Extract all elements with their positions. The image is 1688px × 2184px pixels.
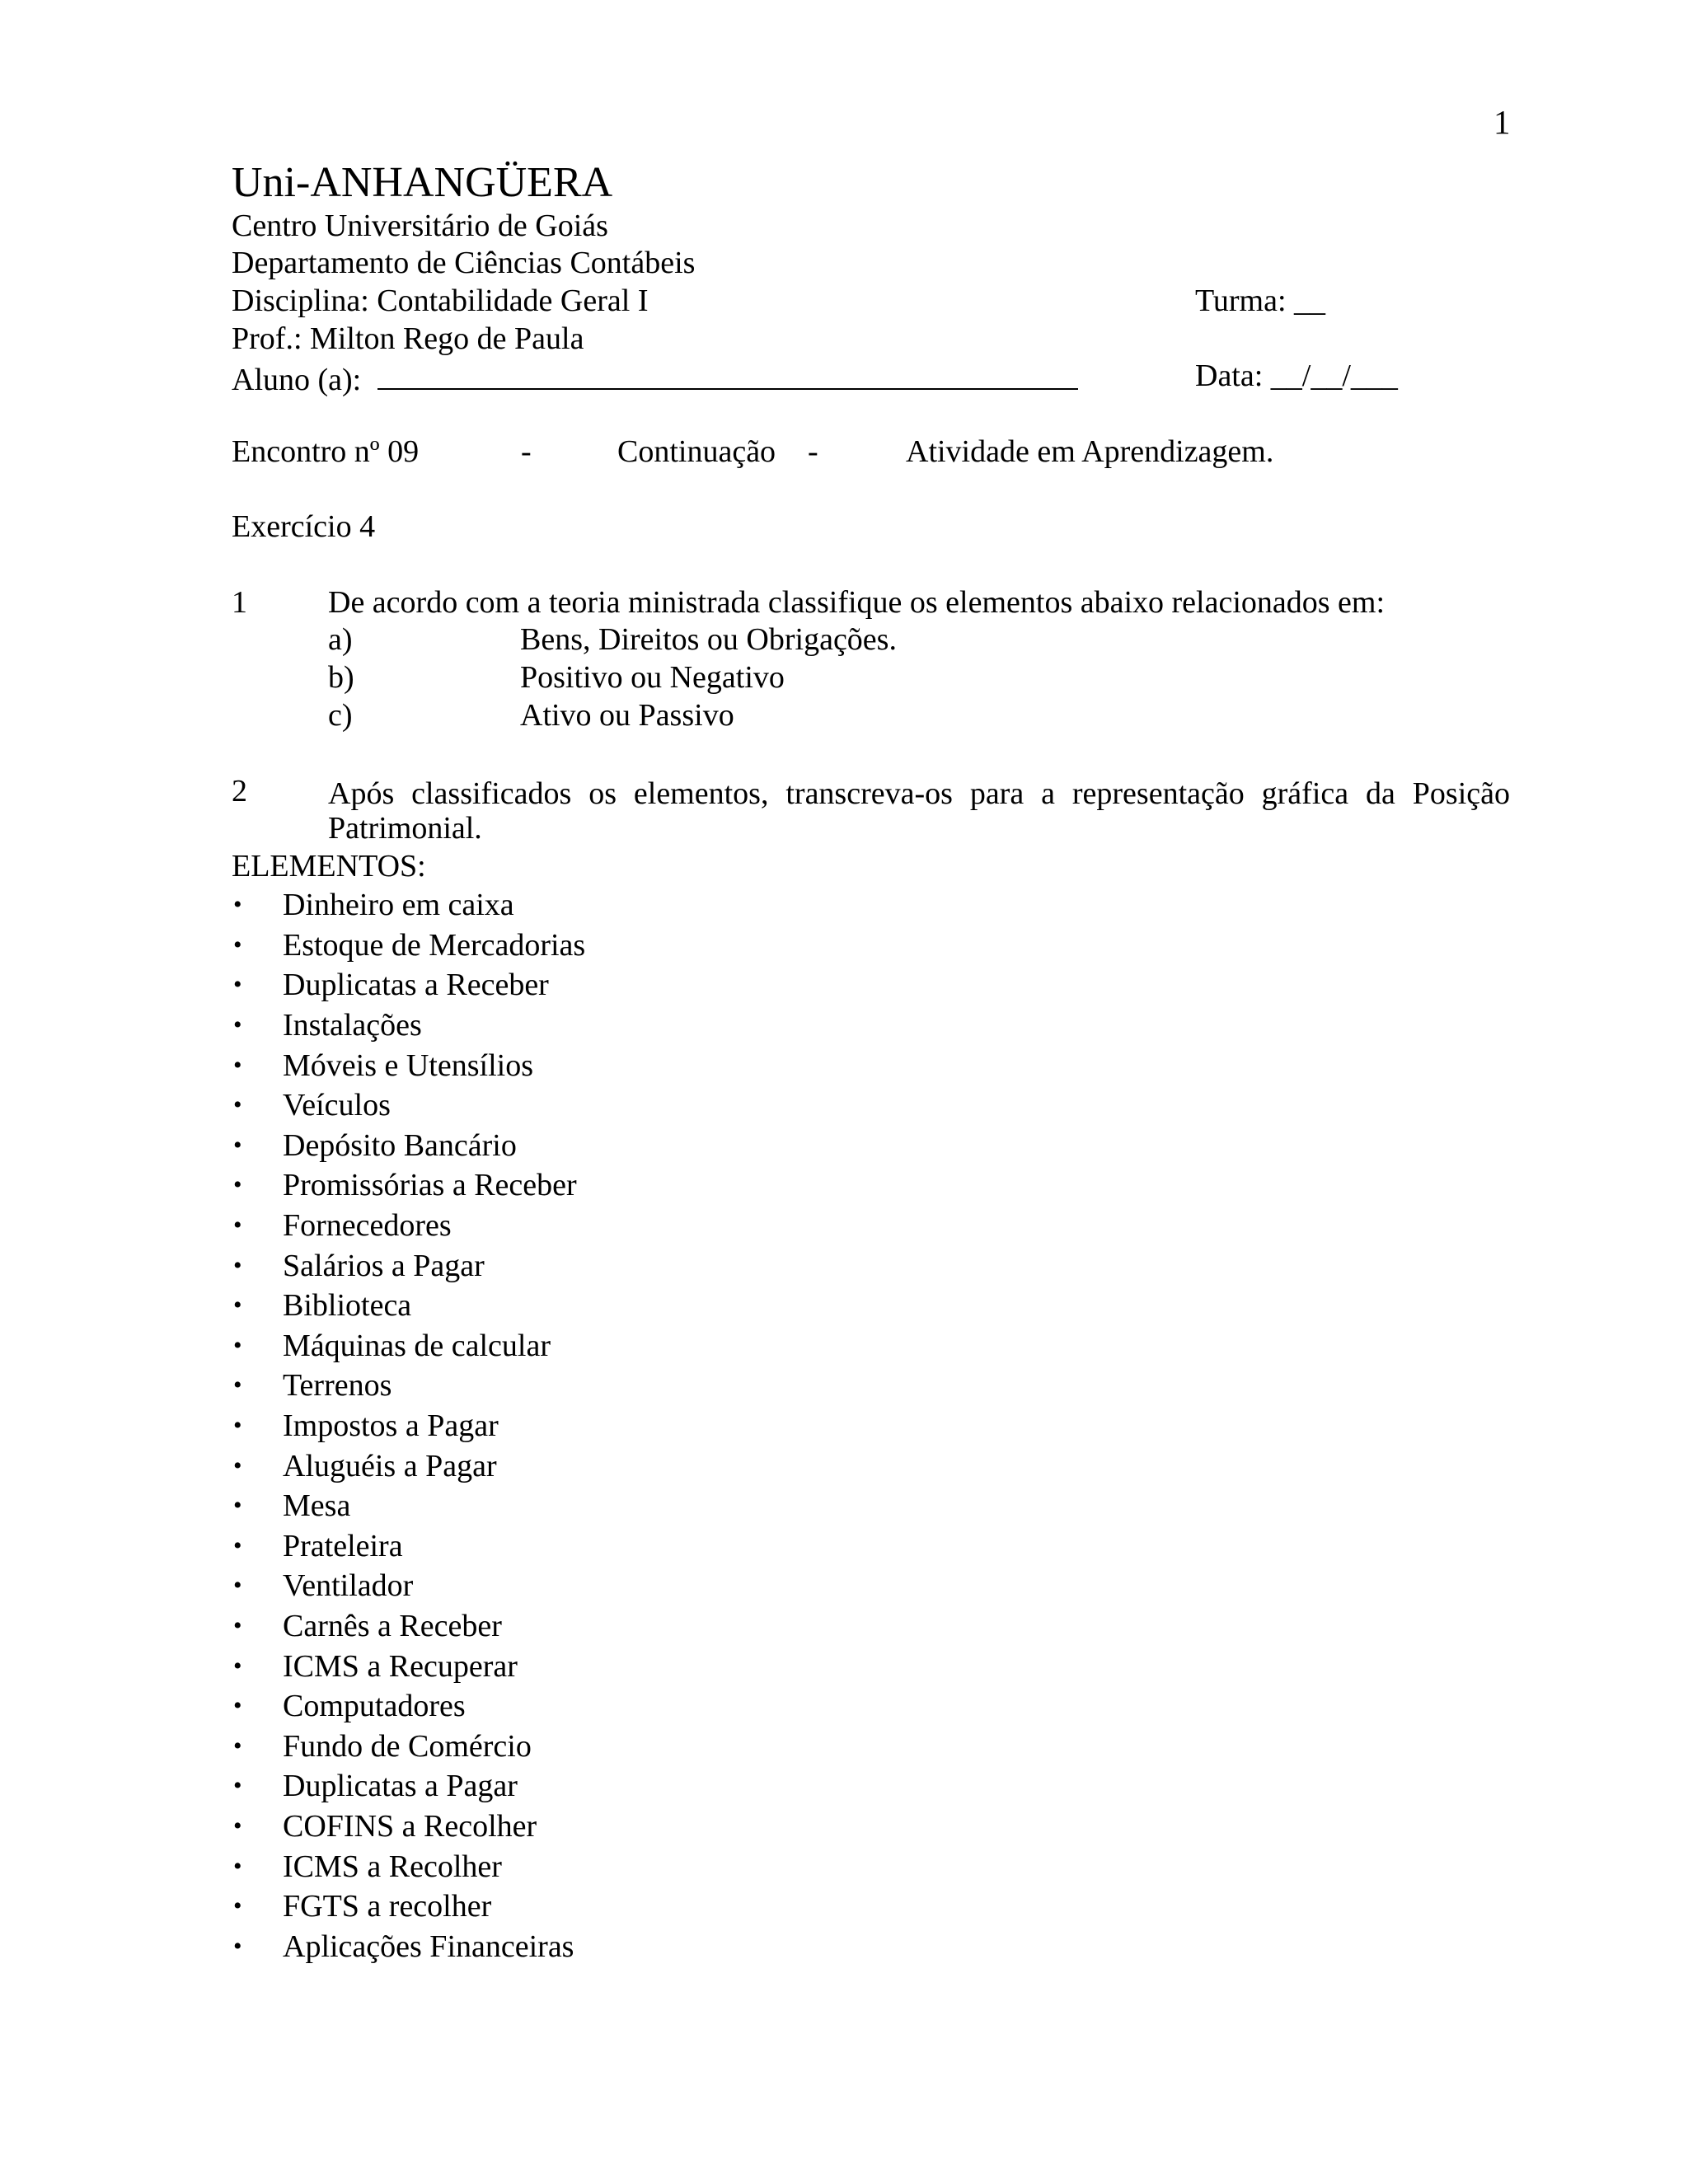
bullet-icon: • [233, 1692, 242, 1720]
bullet-icon: • [233, 1051, 242, 1079]
list-item [232, 1165, 585, 1206]
list-item [232, 1126, 585, 1166]
bullet-icon: • [233, 1531, 242, 1559]
list-item [232, 1406, 585, 1446]
list-item [232, 1846, 585, 1886]
element-text: FGTS a recolher [283, 1889, 492, 1924]
element-text: Impostos a Pagar [283, 1408, 499, 1444]
element-text: ICMS a Recolher [283, 1849, 502, 1884]
bullet-icon: • [233, 1451, 242, 1479]
option-c-text: Ativo ou Passivo [520, 698, 734, 733]
bullet-icon: • [233, 1171, 242, 1199]
list-item [232, 1326, 585, 1366]
student-field [232, 360, 1078, 396]
bullet-icon: • [233, 1291, 242, 1319]
element-text: Computadores [283, 1689, 466, 1724]
element-text: Biblioteca [283, 1288, 412, 1324]
list-item [232, 926, 585, 966]
element-text: Depósito Bancário [283, 1127, 517, 1163]
list-item [232, 1526, 585, 1567]
element-text: Carnês a Receber [283, 1608, 502, 1643]
encounter-number: Encontro nº 09 [232, 434, 420, 469]
question-2-text-line-1: Após classificados os elementos, transcreva-os para a representação gráfica da Posição [328, 776, 1510, 811]
bullet-icon: • [233, 971, 242, 999]
bullet-icon: • [233, 1652, 242, 1680]
encounter-continuation: Continuação [617, 434, 776, 469]
list-item [232, 1245, 585, 1286]
list-item [232, 1206, 585, 1246]
list-item [232, 1085, 585, 1126]
bullet-icon: • [233, 891, 242, 919]
encounter-dash-2: - [808, 434, 818, 469]
element-text: Terrenos [283, 1368, 392, 1404]
list-item [232, 1446, 585, 1486]
option-a-text: Bens, Direitos ou Obrigações. [520, 622, 897, 657]
question-2-text-line-2: Patrimonial. [328, 811, 482, 846]
element-text: Veículos [283, 1088, 391, 1123]
element-text: Duplicatas a Pagar [283, 1769, 518, 1804]
bullet-icon: • [233, 930, 242, 958]
bullet-icon: • [233, 1892, 242, 1920]
date-label: Data: __/__/___ [1195, 359, 1398, 393]
bullet-icon: • [233, 1611, 242, 1639]
bullet-icon: • [233, 1412, 242, 1440]
bullet-icon: • [233, 1852, 242, 1880]
list-item [232, 1686, 585, 1727]
element-text: Salários a Pagar [283, 1248, 485, 1283]
element-text: Móveis e Utensílios [283, 1047, 533, 1083]
bullet-icon: • [233, 1212, 242, 1240]
element-text: Prateleira [283, 1528, 403, 1563]
bullet-icon: • [233, 1091, 242, 1119]
list-item [232, 1807, 585, 1847]
element-text: Promissórias a Receber [283, 1168, 577, 1203]
bullet-icon: • [233, 1331, 242, 1359]
element-text: ICMS a Recuperar [283, 1648, 518, 1684]
option-a-letter: a) [328, 622, 353, 657]
list-item [232, 1646, 585, 1686]
list-item [232, 1606, 585, 1647]
element-text: Máquinas de calcular [283, 1328, 551, 1363]
element-text: Dinheiro em caixa [283, 888, 514, 923]
option-c-letter: c) [328, 698, 353, 733]
list-item [232, 965, 585, 1005]
list-item [232, 1045, 585, 1085]
elements-list [232, 885, 585, 1966]
element-text: Estoque de Mercadorias [283, 927, 586, 963]
element-text: Duplicatas a Receber [283, 968, 549, 1003]
bullet-icon: • [233, 1932, 242, 1960]
element-text: Instalações [283, 1008, 422, 1043]
element-text: Mesa [283, 1488, 351, 1524]
page-number: 1 [1493, 103, 1511, 141]
list-item [232, 1486, 585, 1526]
element-text: Aluguéis a Pagar [283, 1448, 497, 1483]
option-b-text: Positivo ou Negativo [520, 660, 785, 695]
list-item [232, 1366, 585, 1406]
bullet-icon: • [233, 1251, 242, 1279]
list-item [232, 1886, 585, 1927]
center-name: Centro Universitário de Goiás [232, 209, 608, 243]
bullet-icon: • [233, 1732, 242, 1760]
list-item [232, 1566, 585, 1606]
student-label: Aluno (a): [232, 363, 362, 397]
exercise-title: Exercício 4 [232, 509, 376, 544]
bullet-icon: • [233, 1371, 242, 1399]
bullet-icon: • [233, 1811, 242, 1840]
list-item [232, 1926, 585, 1966]
element-text: Ventilador [283, 1568, 414, 1604]
professor-label: Prof.: Milton Rego de Paula [232, 321, 584, 356]
bullet-icon: • [233, 1572, 242, 1600]
discipline-label: Disciplina: Contabilidade Geral I [232, 284, 649, 318]
elements-label: ELEMENTOS: [232, 849, 426, 883]
encounter-dash-1: - [521, 434, 532, 469]
element-text: Fundo de Comércio [283, 1728, 532, 1764]
element-text: COFINS a Recolher [283, 1808, 537, 1844]
question-2-number: 2 [232, 774, 247, 808]
student-name-blank [377, 360, 1078, 390]
encounter-activity: Atividade em Aprendizagem. [906, 434, 1274, 469]
bullet-icon: • [233, 1492, 242, 1520]
option-b-letter: b) [328, 660, 354, 695]
list-item [232, 1766, 585, 1807]
bullet-icon: • [233, 1011, 242, 1039]
bullet-icon: • [233, 1772, 242, 1800]
question-1-text: De acordo com a teoria ministrada classifique os elementos abaixo relacionados em: [328, 585, 1386, 620]
list-item [232, 1005, 585, 1046]
list-item [232, 1286, 585, 1326]
element-text: Fornecedores [283, 1208, 452, 1244]
institution-title: Uni-ANHANGÜERA [232, 159, 613, 206]
question-1-number: 1 [232, 585, 247, 620]
list-item [232, 885, 585, 926]
department-name: Departamento de Ciências Contábeis [232, 246, 696, 280]
turma-label: Turma: __ [1195, 284, 1326, 318]
bullet-icon: • [233, 1131, 242, 1159]
element-text: Aplicações Financeiras [283, 1929, 574, 1964]
list-item [232, 1726, 585, 1766]
